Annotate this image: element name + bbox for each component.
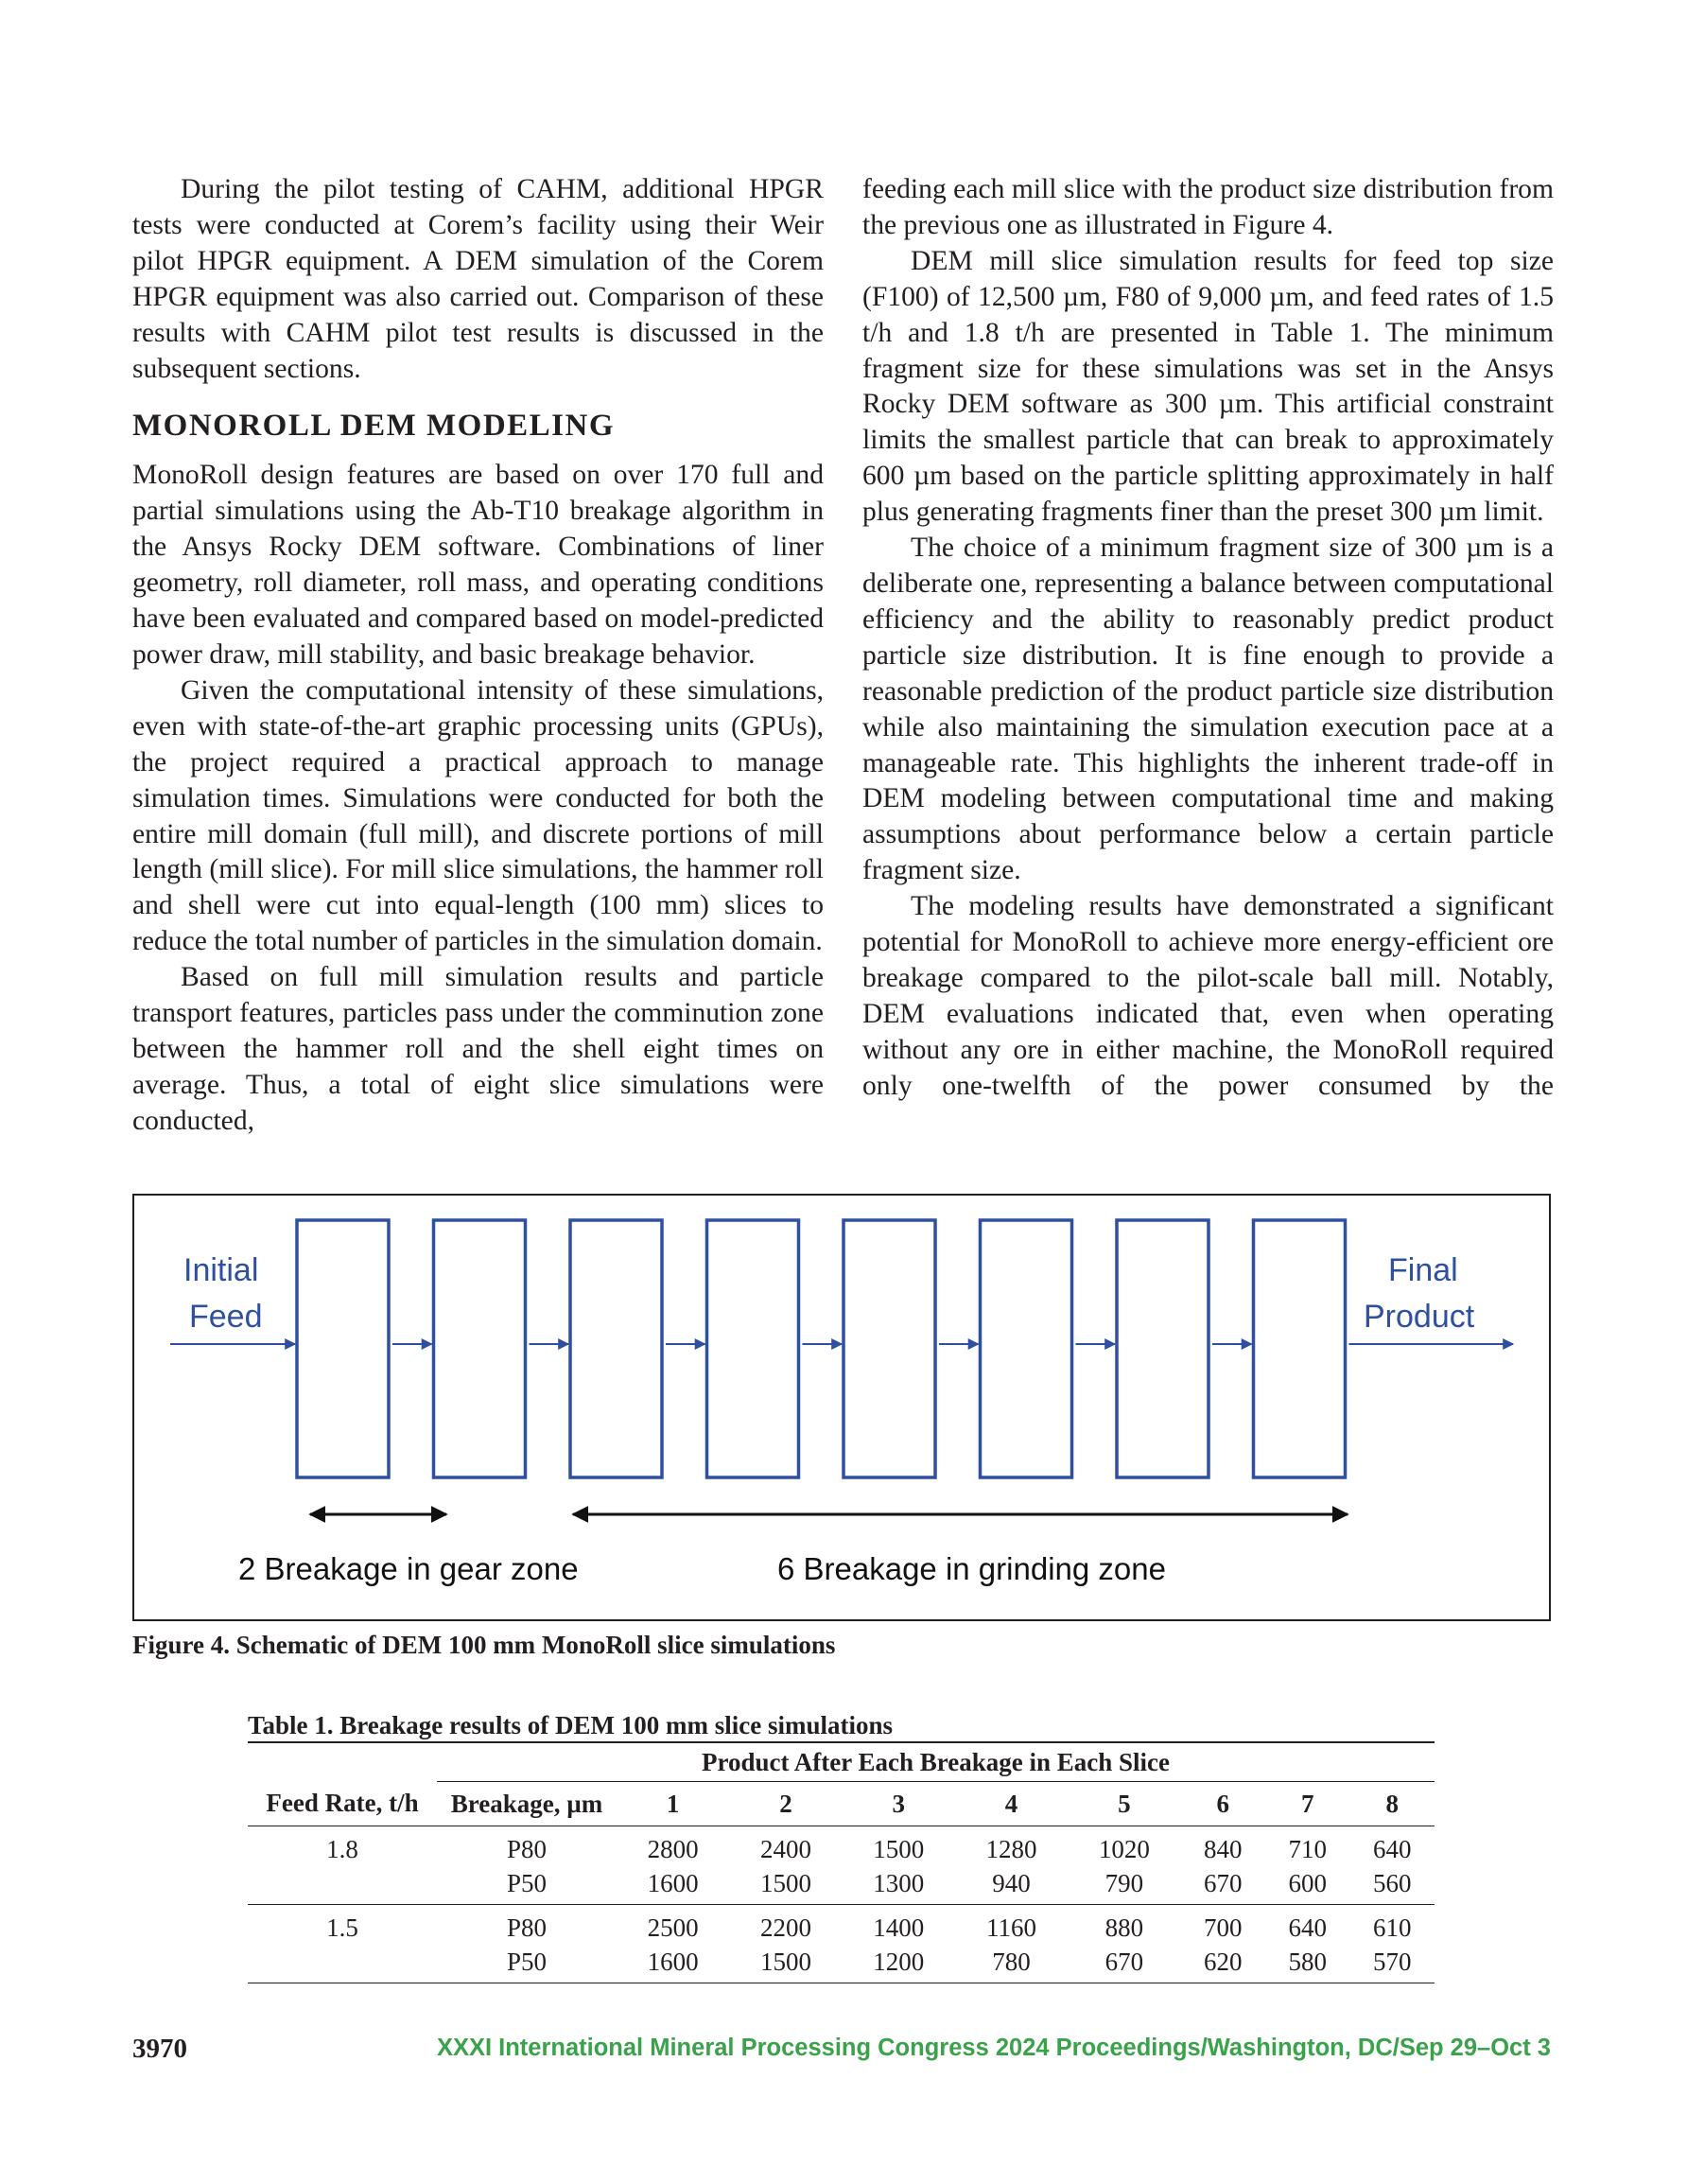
- left-column: [132, 172, 824, 1140]
- slice-box: [297, 1220, 389, 1477]
- slice-box: [434, 1220, 526, 1477]
- value-cell: 1500: [729, 1945, 842, 1983]
- slice-flow-diagram: [134, 1196, 1549, 1619]
- breakage-cell: P50: [437, 1945, 617, 1983]
- grinding-zone-label: 6 Breakage in grinding zone: [777, 1551, 1166, 1586]
- body-paragraph: Based on full mill simulation results and particle transport features, particles pass under the comminution zone between the hammer roll and the shell eight times on average. Thus, a total of eight slice simulations were conducted,: [132, 962, 824, 1136]
- value-cell: 1600: [617, 1945, 729, 1983]
- value-cell: 560: [1349, 1866, 1435, 1905]
- slice-box: [1117, 1220, 1209, 1477]
- slice-box: [844, 1220, 935, 1477]
- value-cell: 780: [955, 1945, 1068, 1983]
- slice-boxes: [297, 1220, 1346, 1477]
- col-header-slice: 3: [843, 1782, 955, 1826]
- figure-4-schematic: [132, 1194, 1551, 1621]
- body-paragraph: The choice of a minimum fragment size of 300 µm is a deliberate one, representing a balance between computational efficiency and the ability to reasonably predict product particle size distribution. It is fine enough to provide a reasonable prediction of the product particle size distribution while also maintaining the simulation execution pace at a manageable rate. This highlights the inherent trade-off in DEM modeling between computational time and making assumptions about performance below a certain particle fragment size.: [862, 533, 1554, 886]
- figure-caption: Figure 4. Schematic of DEM 100 mm MonoRoll slice simulations: [132, 1631, 836, 1659]
- value-cell: 840: [1203, 1834, 1243, 1863]
- value-cell: 2500: [647, 1913, 699, 1942]
- initial-feed-label: Initial: [183, 1252, 259, 1288]
- value-cell: 1160: [986, 1913, 1037, 1942]
- feed-rate-cell: [248, 1866, 437, 1905]
- col-header-slice: 5: [1068, 1782, 1180, 1826]
- col-header-feed-rate: Feed Rate, t/h: [248, 1782, 437, 1826]
- value-cell: 1300: [843, 1866, 955, 1905]
- feed-rate-cell: 1.8: [326, 1834, 358, 1863]
- value-cell: 600: [1265, 1866, 1349, 1905]
- body-paragraph: feeding each mill slice with the product size distribution from the previous one as illustrated in Figure 4.: [862, 174, 1554, 240]
- footer-proceedings: XXXI International Mineral Processing Congress 2024 Proceedings/Washington, DC/Sep 29–Oct 3: [436, 2035, 1551, 2061]
- value-cell: 640: [1288, 1913, 1327, 1942]
- feed-rate-cell: [248, 1945, 437, 1983]
- body-paragraph: During the pilot testing of CAHM, additional HPGR tests were conducted at Corem’s facility using their Weir pilot HPGR equipment. A DEM simulation of the Corem HPGR equipment was also carried out. Comparison of these results with CAHM pilot test results is discussed in the subsequent sections.: [132, 174, 824, 384]
- feed-rate-cell: 1.5: [326, 1913, 358, 1942]
- value-cell: 1200: [843, 1945, 955, 1983]
- value-cell: 1020: [1098, 1834, 1150, 1863]
- body-paragraph: DEM mill slice simulation results for feed top size (F100) of 12,500 µm, F80 of 9,000 µm, and feed rates of 1.5 t/h and 1.8 t/h are presented in Table 1. The minimum fragment size for these simulations was set in the Ansys Rocky DEM software as 300 µm. This artificial constraint limits the smallest particle that can break to approximately 600 µm based on the particle splitting approximately in half plus generating fragments finer than the preset 300 µm limit.: [862, 245, 1554, 528]
- final-product-label: Final: [1388, 1252, 1458, 1288]
- gear-zone-label: 2 Breakage in gear zone: [238, 1551, 579, 1586]
- value-cell: 2400: [759, 1834, 811, 1863]
- final-product-label: Product: [1364, 1299, 1475, 1335]
- body-paragraph: MonoRoll design features are based on over 170 full and partial simulations using the Ab-T10 breakage algorithm in the Ansys Rocky DEM software. Combinations of liner geometry, roll diameter, roll mass, and operating conditions have been evaluated and compared based on model-predicted power draw, mill stability, and basic breakage behavior.: [132, 460, 824, 670]
- value-cell: 700: [1203, 1913, 1243, 1942]
- table-title: Table 1. Breakage results of DEM 100 mm slice simulations: [248, 1711, 894, 1739]
- breakage-cell: P80: [506, 1834, 548, 1863]
- table-body: [248, 1826, 1435, 1983]
- slice-box: [707, 1220, 799, 1477]
- col-header-slice: 8: [1349, 1782, 1435, 1826]
- right-column: [862, 172, 1554, 1105]
- header-blank: [248, 1742, 437, 1782]
- col-header-breakage: Breakage, µm: [437, 1782, 617, 1826]
- slice-box: [570, 1220, 662, 1477]
- value-cell: 620: [1180, 1945, 1264, 1983]
- breakage-cell: P80: [506, 1913, 548, 1942]
- breakage-cell: P50: [437, 1866, 617, 1905]
- section-heading: MONOROLL DEM MODELING: [132, 409, 616, 444]
- table-row: [248, 1905, 1435, 1946]
- col-header-slice: 4: [955, 1782, 1068, 1826]
- col-header-slice: 2: [729, 1782, 842, 1826]
- value-cell: 2800: [647, 1834, 699, 1863]
- slice-box: [1254, 1220, 1346, 1477]
- value-cell: 1500: [873, 1834, 925, 1863]
- value-cell: 670: [1068, 1945, 1180, 1983]
- body-paragraph: The modeling results have demonstrated a significant potential for MonoRoll to achieve more energy-efficient ore breakage compared to the pilot-scale ball mill. Notably, DEM evaluations indicated that, even when operating without any ore in either machine, the MonoRoll required only one-twelfth of the power consumed by the: [862, 891, 1554, 1101]
- value-cell: 570: [1349, 1945, 1435, 1983]
- value-cell: 610: [1372, 1913, 1412, 1942]
- value-cell: 1280: [985, 1834, 1037, 1863]
- col-header-slice: 1: [617, 1782, 729, 1826]
- span-header: Product After Each Breakage in Each Slice: [437, 1742, 1435, 1782]
- slice-box: [981, 1220, 1072, 1477]
- value-cell: 2200: [759, 1913, 811, 1942]
- value-cell: 670: [1180, 1866, 1264, 1905]
- table-row: [248, 1826, 1435, 1867]
- col-header-slice: 7: [1265, 1782, 1349, 1826]
- col-header-slice: 6: [1180, 1782, 1264, 1826]
- value-cell: 710: [1288, 1834, 1327, 1863]
- body-paragraph: Given the computational intensity of these simulations, even with state-of-the-art graphic processing units (GPUs), the project required a practical approach to manage simulation times. Simulations were conducted for both the entire mill domain (full mill), and discrete portions of mill length (mill slice). For mill slice simulations, the hammer roll and shell were cut into equal-length (100 mm) slices to reduce the total number of particles in the simulation domain.: [132, 674, 824, 957]
- initial-feed-label: Feed: [189, 1299, 263, 1335]
- value-cell: 1500: [729, 1866, 842, 1905]
- value-cell: 1600: [617, 1866, 729, 1905]
- table-row: [248, 1866, 1435, 1905]
- table-row: [248, 1945, 1435, 1983]
- page-number: 3970: [132, 2034, 187, 2064]
- breakage-results-table: [248, 1741, 1435, 1983]
- value-cell: 940: [955, 1866, 1068, 1905]
- value-cell: 790: [1068, 1866, 1180, 1905]
- value-cell: 880: [1104, 1913, 1144, 1942]
- value-cell: 1400: [873, 1913, 925, 1942]
- value-cell: 640: [1372, 1834, 1412, 1863]
- value-cell: 580: [1265, 1945, 1349, 1983]
